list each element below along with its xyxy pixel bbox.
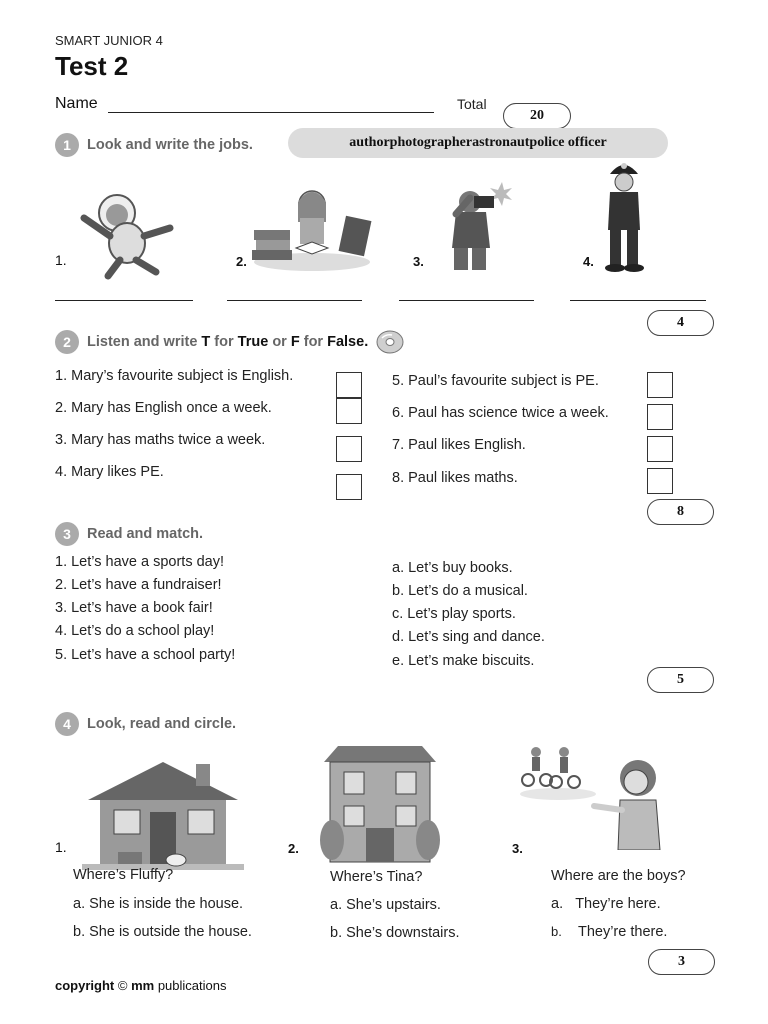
name-write-line[interactable] (108, 112, 434, 113)
section3-number: 3 (55, 522, 79, 546)
item-number: 1. (55, 839, 67, 855)
section3-score: 5 (677, 672, 684, 687)
section4-score-pill (648, 949, 715, 975)
answer-box-1[interactable] (336, 372, 362, 398)
publisher-brand: mm (131, 978, 155, 993)
answer-line-4[interactable] (570, 300, 706, 301)
section1-number: 1 (55, 133, 79, 157)
total-score-pill (503, 103, 571, 129)
publisher-name: publications (157, 978, 227, 993)
word-bank-word: astronaut (472, 135, 530, 150)
section1-score: 4 (677, 315, 684, 330)
match-right-b: b. Let’s do a musical. (392, 583, 528, 599)
instruction-part: T (201, 334, 211, 350)
answer-box-8[interactable] (647, 468, 673, 494)
section4-heading (55, 712, 236, 736)
match-left-5: 5. Let’s have a school party! (55, 647, 236, 663)
question-3: Where are the boys? (551, 868, 686, 884)
option-text: They’re here. (575, 896, 661, 912)
option-3b[interactable] (551, 924, 667, 940)
statement-3: 3. Mary has maths twice a week. (55, 432, 266, 448)
word-bank-word: photographer (389, 135, 473, 150)
police-officer-illustration (598, 160, 653, 272)
instruction-part: F (290, 334, 300, 350)
section4-score: 3 (678, 954, 685, 969)
answer-line-1[interactable] (55, 300, 193, 301)
total-score: 20 (530, 108, 544, 123)
cd-icon (376, 330, 404, 354)
section2-number: 2 (55, 330, 79, 354)
section4-number: 4 (55, 712, 79, 736)
photographer-illustration (440, 178, 520, 273)
answer-box-2[interactable] (336, 398, 362, 424)
item-number: 3. (512, 841, 523, 856)
option-2b[interactable]: b. She’s downstairs. (330, 925, 460, 941)
statement-7: 7. Paul likes English. (392, 437, 526, 453)
instruction-part: Listen and write (87, 334, 202, 350)
copyright-word: copyright (55, 978, 115, 993)
section4-instruction: Look, read and circle. (87, 716, 237, 732)
answer-box-7[interactable] (647, 436, 673, 462)
option-1a[interactable]: a. She is inside the house. (73, 896, 244, 912)
tall-house-illustration (318, 744, 443, 864)
match-left-4: 4. Let’s do a school play! (55, 623, 215, 639)
item-number: 1. (55, 252, 67, 268)
section2-heading (55, 330, 404, 354)
copyright-footer (55, 978, 226, 993)
item-number: 4. (583, 254, 594, 269)
option-text: They’re there. (577, 924, 668, 940)
option-1b[interactable]: b. She is outside the house. (73, 924, 252, 940)
match-left-2: 2. Let’s have a fundraiser! (55, 577, 222, 593)
astronaut-illustration (72, 188, 182, 283)
item-number: 2. (236, 254, 247, 269)
match-right-c: c. Let’s play sports. (392, 606, 516, 622)
question-1: Where’s Fluffy? (73, 867, 174, 883)
option-2a[interactable]: a. She’s upstairs. (330, 897, 441, 913)
instruction-part: True (237, 334, 269, 350)
match-right-a: a. Let’s buy books. (392, 560, 513, 576)
option-letter: a. (551, 896, 564, 912)
word-bank-word: police officer (529, 135, 607, 150)
instruction-part: for (210, 334, 238, 350)
girl-reading-books-illustration (250, 182, 375, 272)
section1-heading (55, 133, 253, 157)
item-number: 2. (288, 841, 299, 856)
question-2: Where’s Tina? (330, 869, 423, 885)
section3-instruction: Read and match. (87, 526, 204, 542)
boys-cycling-and-girl-illustration (518, 738, 668, 850)
answer-line-3[interactable] (399, 300, 534, 301)
statement-6: 6. Paul has science twice a week. (392, 405, 609, 421)
answer-box-3[interactable] (336, 436, 362, 462)
answer-box-4[interactable] (336, 474, 362, 500)
section2-score: 8 (677, 504, 684, 519)
answer-line-2[interactable] (227, 300, 362, 301)
match-left-3: 3. Let’s have a book fair! (55, 600, 213, 616)
option-3a[interactable] (551, 896, 661, 912)
answer-box-6[interactable] (647, 404, 673, 430)
total-label: Total (457, 96, 487, 112)
match-left-1: 1. Let’s have a sports day! (55, 554, 225, 570)
match-right-e: e. Let’s make biscuits. (392, 653, 535, 669)
series-label: SMART JUNIOR 4 (55, 33, 163, 48)
statement-5: 5. Paul’s favourite subject is PE. (392, 373, 599, 389)
section1-instruction: Look and write the jobs. (87, 137, 253, 153)
word-bank (288, 128, 668, 158)
item-number: 3. (413, 254, 424, 269)
statement-2: 2. Mary has English once a week. (55, 400, 272, 416)
section2-instruction (87, 334, 368, 350)
match-right-d: d. Let’s sing and dance. (392, 629, 545, 645)
section1-score-pill (647, 310, 714, 336)
instruction-part: or (268, 334, 291, 350)
answer-box-5[interactable] (647, 372, 673, 398)
house-illustration (78, 760, 248, 872)
instruction-part: for (299, 334, 328, 350)
instruction-part: . (364, 334, 369, 350)
section3-heading (55, 522, 203, 546)
statement-8: 8. Paul likes maths. (392, 470, 518, 486)
statement-1: 1. Mary’s favourite subject is English. (55, 368, 294, 384)
option-letter: b. (551, 924, 562, 939)
word-bank-word: author (349, 135, 390, 150)
copyright-symbol: © (117, 978, 128, 993)
section3-score-pill (647, 667, 714, 693)
instruction-part: False (327, 334, 365, 350)
section2-score-pill (647, 499, 714, 525)
name-label: Name (55, 95, 98, 112)
statement-4: 4. Mary likes PE. (55, 464, 164, 480)
page-title: Test 2 (55, 51, 129, 81)
